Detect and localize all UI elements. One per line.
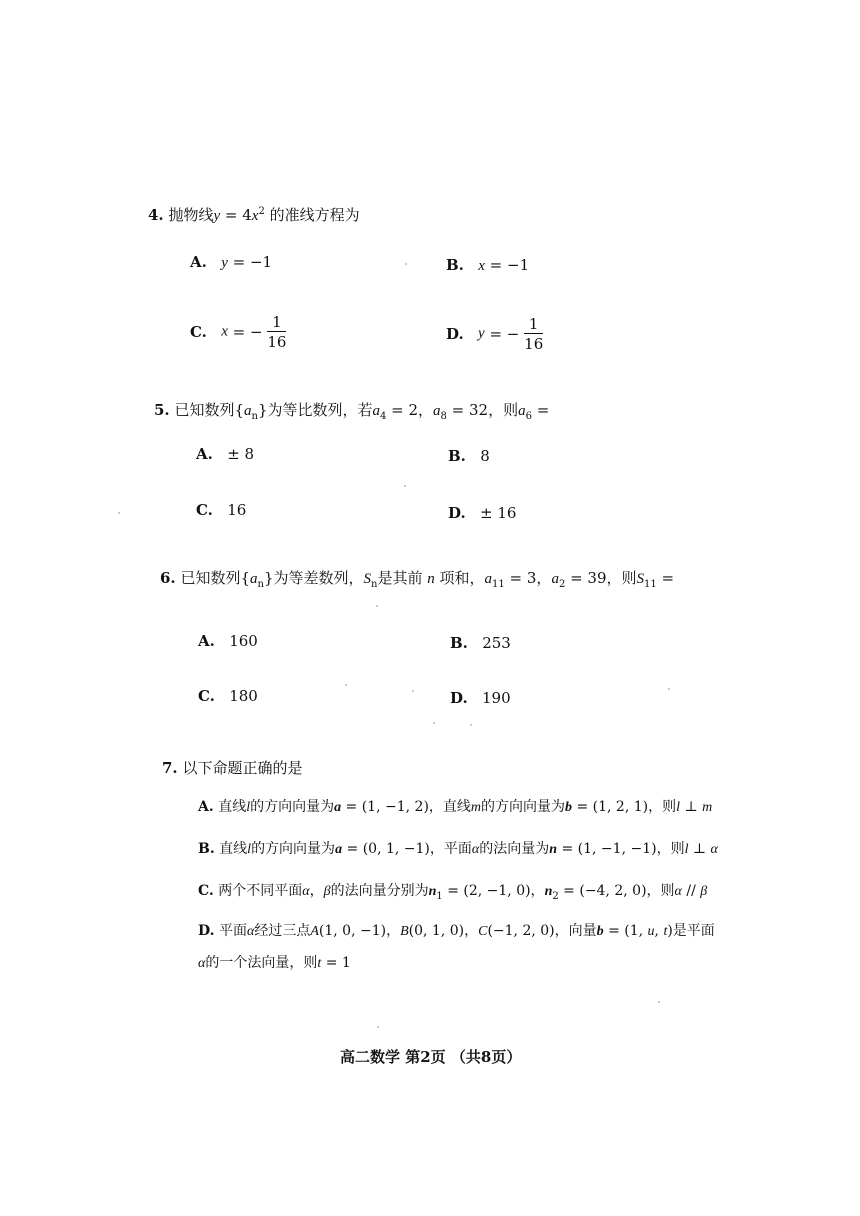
math-var: a [250, 571, 258, 587]
scan-speck [405, 263, 407, 265]
option-value: 180 [229, 687, 258, 705]
math-sup: 2 [258, 206, 265, 217]
vector-var: b [596, 924, 604, 939]
fraction-denominator: 16 [524, 334, 544, 353]
stem-text: 抛物线 [168, 206, 214, 224]
option-text: 经过三点 [254, 923, 311, 939]
vector-var: b [565, 800, 573, 815]
fraction-numerator: 1 [272, 313, 282, 331]
fraction-numerator: 1 [528, 315, 539, 333]
math-var: l [246, 800, 251, 815]
option-label: A. [198, 799, 214, 815]
option-text: = (2, −1, 0)， [442, 883, 545, 899]
math-var: α [471, 842, 480, 857]
math-var: a [433, 403, 441, 419]
option-label: B. [198, 841, 215, 857]
option-label: C. [196, 501, 213, 519]
option-label: B. [446, 256, 464, 274]
math-var: β [700, 884, 708, 899]
question-7-stem [162, 757, 302, 778]
stem-text: = [531, 401, 550, 419]
math-sub: 2 [558, 579, 566, 590]
option-label: C. [190, 323, 207, 341]
option-value: 190 [482, 689, 511, 707]
stem-text: }为等比数列，若 [257, 401, 373, 419]
math-var: α [302, 884, 310, 899]
option-label: C. [198, 883, 214, 899]
question-number: 6. [160, 569, 176, 587]
option-text: = (0, 1, −1)，平面 [342, 841, 472, 857]
q6-option-b [450, 634, 511, 652]
question-number: 7. [162, 759, 178, 777]
q4-option-c [190, 314, 286, 350]
question-number: 4. [148, 206, 164, 224]
question-5-stem [154, 399, 549, 422]
math-sub: n [251, 411, 258, 422]
math-var: a [518, 403, 526, 419]
math-text: = 4 [220, 206, 252, 224]
option-text: (0, 1, 0)， [408, 923, 479, 939]
option-text: = (1, −1, 2)，直线 [341, 799, 471, 815]
q5-option-c [196, 501, 246, 519]
math-var: l [247, 842, 252, 857]
math-var: S [636, 571, 645, 587]
math-var: S [363, 571, 371, 587]
q7-option-d [198, 920, 715, 940]
math-var: α [674, 884, 682, 899]
q7-option-a [198, 796, 712, 816]
question-6-stem [160, 567, 674, 590]
q7-option-c [198, 880, 707, 902]
q4-option-a [190, 253, 272, 272]
math-var: m [702, 800, 713, 815]
math-var: y [221, 255, 228, 271]
math-var: x [251, 208, 259, 224]
option-label: C. [198, 687, 215, 705]
option-text: 直线 [218, 799, 247, 815]
math-var: a [484, 571, 493, 587]
math-var: l [684, 842, 689, 857]
option-value: 8 [480, 447, 490, 465]
scan-speck [433, 722, 435, 724]
stem-text: 是其前 [377, 569, 423, 587]
option-text: 的方向向量为 [250, 799, 335, 815]
math-var: t [663, 924, 668, 939]
math-var: y [213, 208, 221, 224]
option-text: = (−4, 2, 0)，则 [558, 883, 675, 899]
option-label: A. [196, 445, 213, 463]
math-sub: 8 [440, 411, 447, 422]
option-value: ± 16 [480, 504, 517, 522]
stem-text: = [656, 569, 675, 587]
stem-text: 项和， [439, 569, 485, 587]
option-text: 两个不同平面 [218, 883, 303, 899]
math-text: ⊥ [680, 799, 703, 815]
option-text: 的方向向量为 [481, 799, 566, 815]
option-text: (−1, 2, 0)，向量 [487, 923, 597, 939]
option-value: ± 8 [227, 445, 255, 463]
vector-var: a [334, 800, 342, 815]
q5-option-b [448, 447, 490, 465]
stem-text: 以下命题正确的是 [182, 759, 303, 777]
vector-var: n [544, 884, 553, 899]
math-sub: 6 [525, 411, 532, 422]
scan-speck [404, 485, 406, 487]
option-label: A. [190, 253, 207, 271]
q5-option-a [196, 445, 254, 463]
math-var: u [647, 924, 655, 939]
option-text: 的一个法向量，则 [205, 955, 318, 971]
scan-speck [376, 605, 378, 607]
math-var: l [676, 800, 680, 815]
option-value: 160 [229, 632, 258, 650]
math-sub: n [257, 579, 264, 590]
stem-text: 已知数列{ [174, 401, 244, 419]
math-text: // [681, 883, 701, 899]
math-var: B [400, 924, 409, 939]
option-text: (1, 0, −1)， [318, 923, 401, 939]
question-number: 5. [154, 401, 170, 419]
math-var: C [478, 924, 488, 939]
option-label: A. [198, 632, 215, 650]
math-sub: n [371, 579, 378, 590]
q7-option-b [198, 838, 718, 858]
math-var: n [427, 571, 435, 587]
math-var: A [310, 924, 319, 939]
fraction [267, 314, 286, 350]
math-var: x [221, 323, 228, 340]
q6-option-d [450, 689, 511, 707]
option-text: = (1, 2, 1)，则 [572, 799, 677, 815]
stem-text: 的准线方程为 [269, 206, 360, 224]
math-var: y [478, 325, 485, 342]
fraction [524, 316, 543, 352]
math-var: α [710, 842, 718, 857]
stem-text: }为等差数列， [263, 569, 364, 587]
math-var: α [198, 956, 206, 971]
scan-speck [668, 688, 670, 690]
q5-option-d [448, 504, 516, 522]
math-sub: 11 [644, 579, 657, 590]
option-text: = (1, −1, −1)，则 [557, 841, 685, 857]
q6-option-a [198, 632, 258, 650]
option-label: B. [448, 447, 466, 465]
stem-text: = 3， [504, 569, 552, 587]
option-value: 253 [482, 634, 511, 652]
math-var: a [551, 571, 559, 587]
option-text: = 1 [321, 955, 351, 971]
q7-option-d-line2 [198, 952, 351, 972]
option-label: D. [450, 689, 468, 707]
scan-speck [412, 690, 414, 692]
math-var: β [323, 884, 331, 899]
stem-text: 已知数列{ [180, 569, 250, 587]
math-var: α [246, 924, 255, 939]
math-var: m [470, 800, 482, 815]
vector-var: n [549, 842, 558, 857]
option-value: = −1 [484, 256, 530, 274]
option-value: = − [227, 323, 263, 341]
option-label: D. [446, 325, 464, 343]
math-var: a [372, 403, 380, 419]
option-value: = −1 [227, 253, 273, 271]
math-var: t [317, 956, 322, 971]
math-var: a [244, 403, 252, 419]
option-text: 的方向向量为 [251, 841, 336, 857]
math-var: x [478, 258, 485, 274]
option-text: , [654, 923, 664, 939]
math-text: ⊥ [688, 841, 711, 857]
scan-speck [377, 1026, 379, 1028]
option-text: ， [309, 883, 324, 899]
option-text: )是平面 [667, 923, 715, 939]
option-text: 的法向量分别为 [330, 883, 429, 899]
option-label: D. [198, 923, 215, 939]
math-sub: 1 [436, 890, 443, 902]
stem-text: = 39，则 [565, 569, 637, 587]
q4-option-b [446, 256, 529, 275]
math-sub: 2 [552, 890, 559, 902]
option-value: = − [484, 325, 520, 343]
math-sub: 11 [492, 579, 505, 590]
vector-var: n [428, 884, 437, 899]
page-footer: 高二数学 第2页 （共8页） [340, 1048, 522, 1066]
option-text: 直线 [219, 841, 248, 857]
stem-text: = 2， [386, 401, 434, 419]
option-value: 16 [227, 501, 247, 519]
option-text: = (1, [603, 923, 648, 939]
stem-text: = 32，则 [446, 401, 519, 419]
vector-var: a [335, 842, 343, 857]
fraction-denominator: 16 [267, 332, 287, 351]
scan-speck [470, 724, 472, 726]
q4-option-d [446, 316, 543, 352]
option-label: B. [450, 634, 468, 652]
scan-speck [658, 1001, 660, 1003]
option-text: 的法向量为 [479, 841, 550, 857]
option-label: D. [448, 504, 466, 522]
scan-speck [118, 512, 120, 514]
option-text: 平面 [218, 923, 247, 939]
q6-option-c [198, 687, 258, 705]
math-sub: 4 [380, 411, 387, 422]
scan-speck [345, 684, 347, 686]
question-4-stem [148, 204, 360, 225]
